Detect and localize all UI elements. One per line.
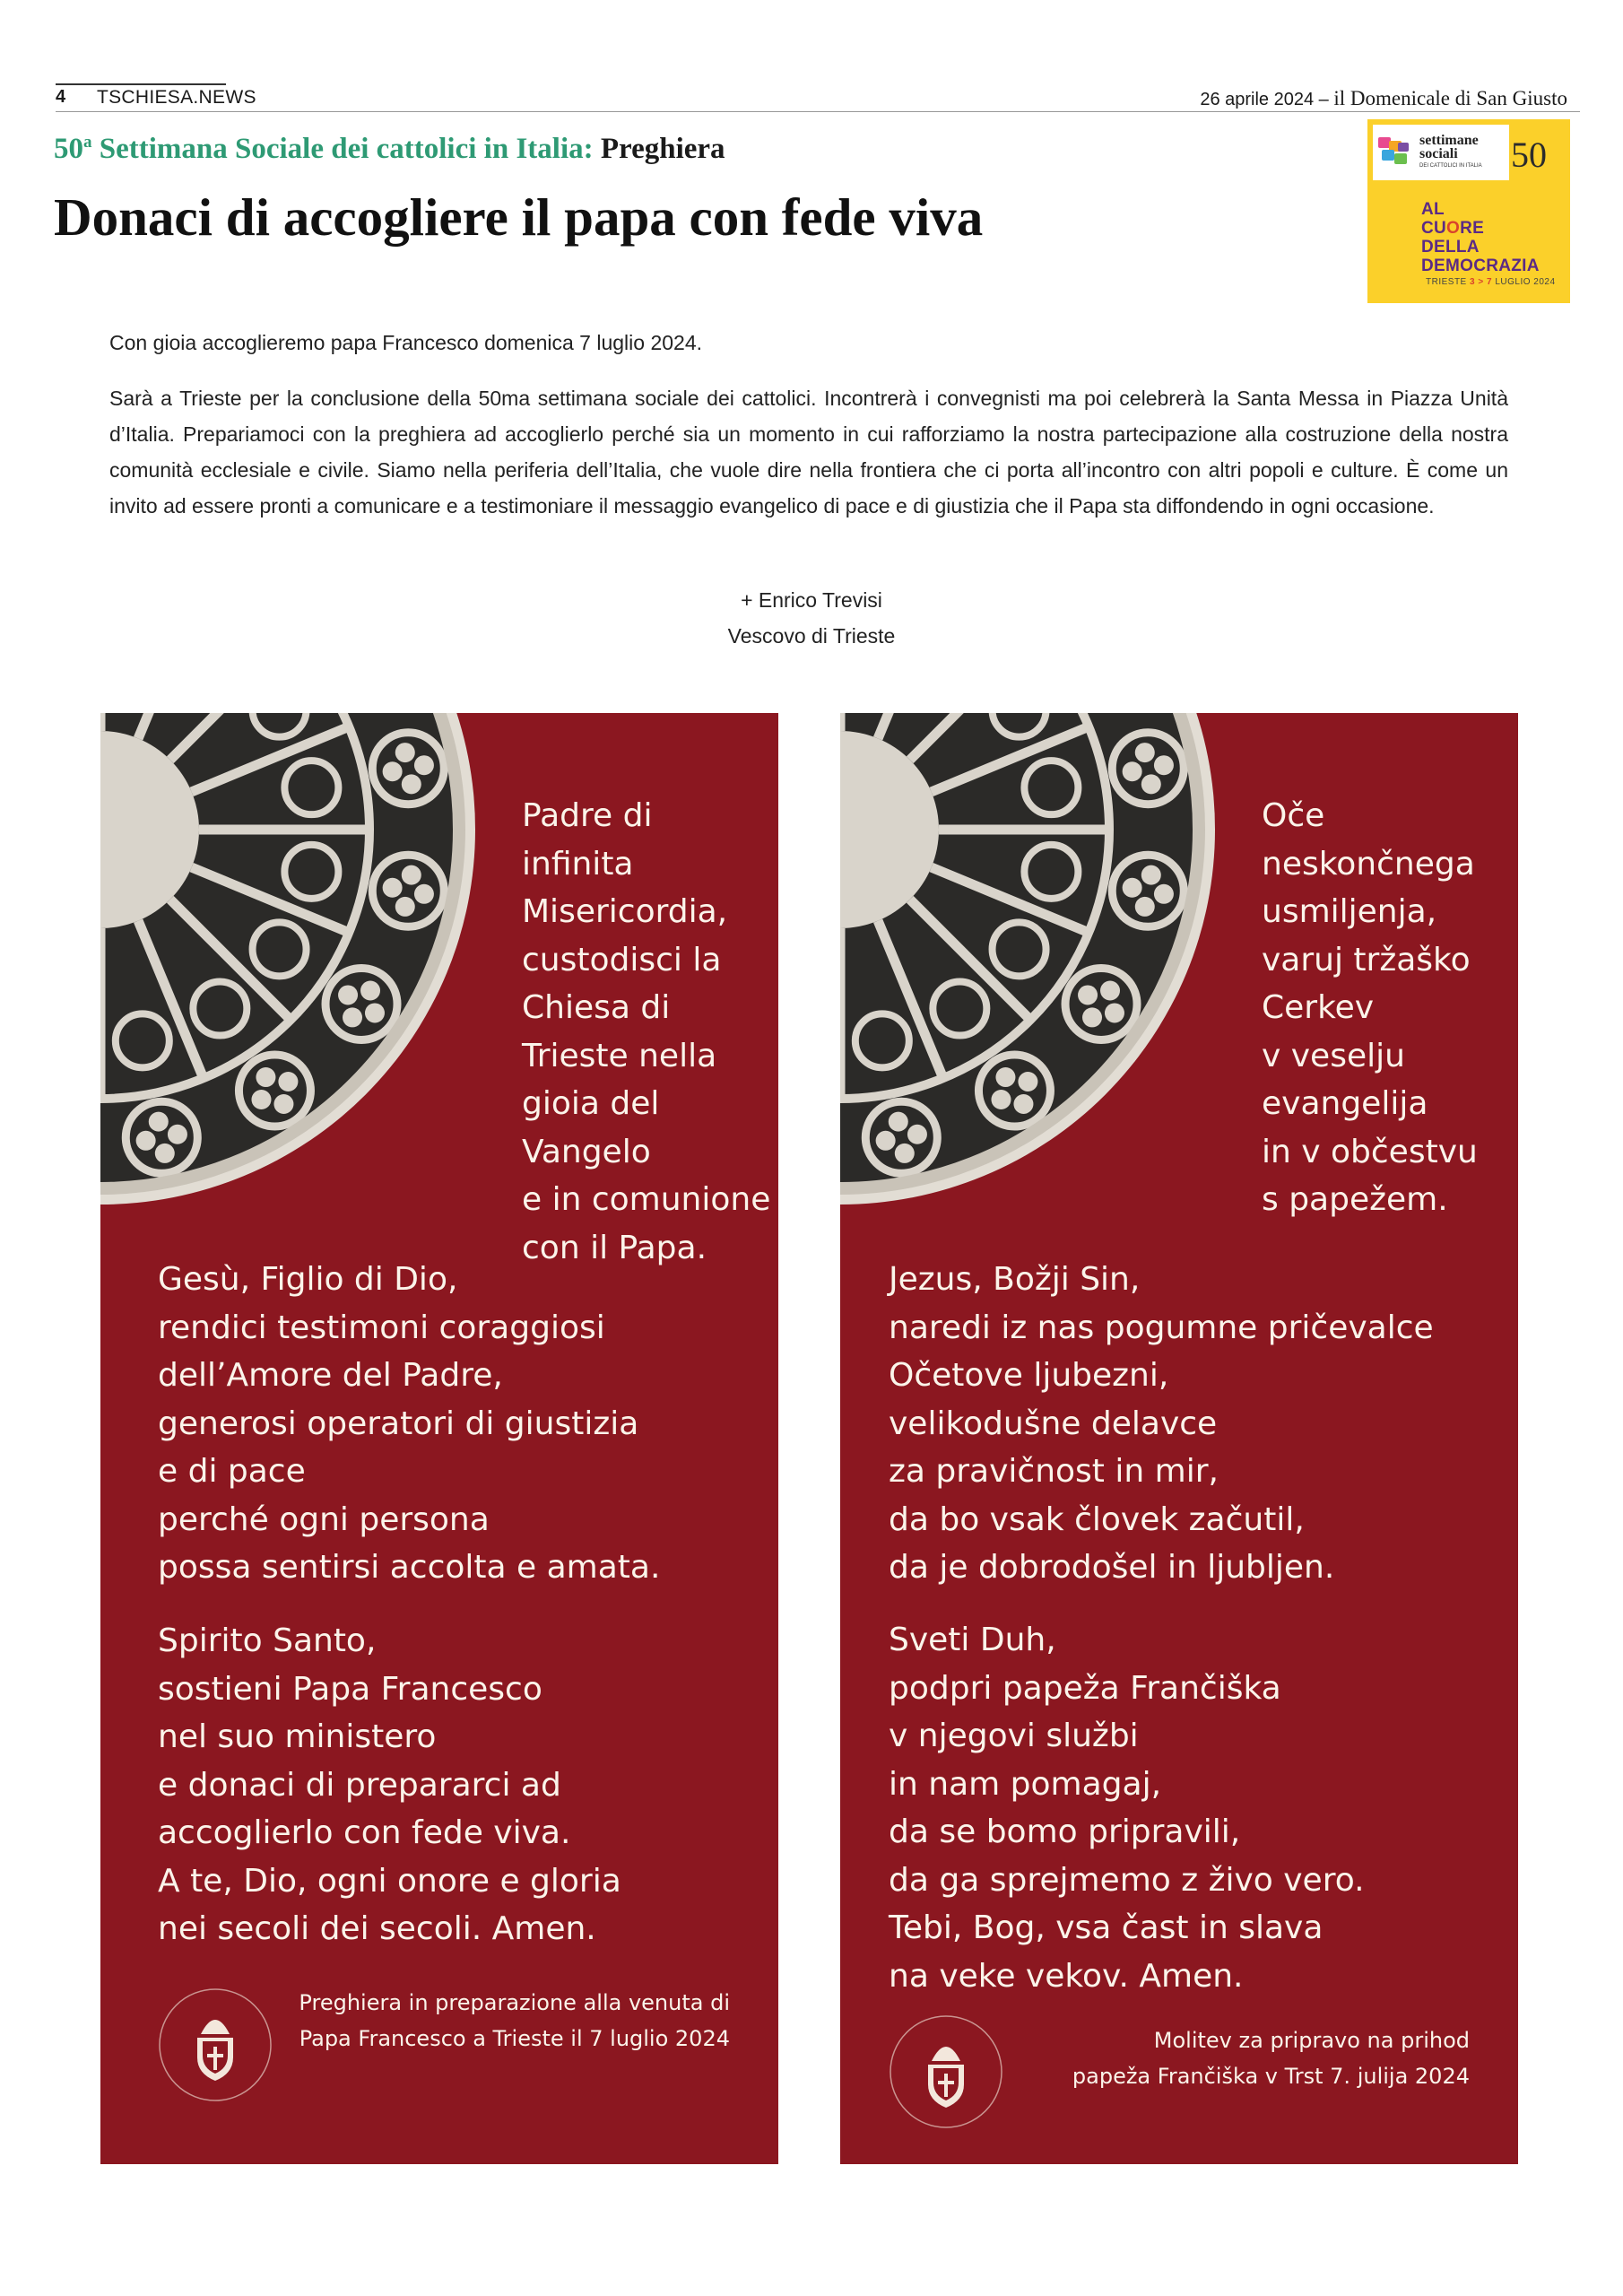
paper-name: il Domenicale di San Giusto <box>1333 87 1567 109</box>
logo-subtitle: DEI CATTOLICI IN ITALIA <box>1419 163 1482 169</box>
signature-role: Vescovo di Trieste <box>727 624 896 648</box>
article-kicker <box>54 133 725 166</box>
rose-window-image <box>840 713 1226 1215</box>
prayer-card-slovenian <box>840 713 1518 2164</box>
intro-paragraph-2: Sarà a Trieste per la conclusione della 50ma settimana sociale dei cattolici. Incontrerà i convegnisti ma poi celebrerà la Santa Messa in Piazza Unità d’Italia. Prepariamoci con la preghiera ad accoglierlo perché sia un momento in cui rafforziamo la nostra partecipazione alla costruzione della nostra comunità ecclesiale e civile. Siamo nella periferia dell’Italia, che vuole dire nella frontiera che ci porta all’incontro con altri popoli e culture. È come un invito ad essere pronti a comunicare e a testimoniare il messaggio evangelico di pace e di giustizia che il Papa sta diffondendo in ogni occasione. <box>109 387 1508 517</box>
signature-name: + Enrico Trevisi <box>741 588 882 612</box>
prayer-it-stanza-3: Spirito Santo, sostieni Papa Francesco nel suo ministero e donaci di prepararci ad accoglierlo con fede viva. A te, Dio, ogni onore e gloria nei secoli dei secoli. Amen. <box>158 1622 621 1947</box>
intro-paragraph-1: Con gioia accoglieremo papa Francesco domenica 7 luglio 2024. <box>109 331 703 354</box>
issue-info <box>1200 87 1567 110</box>
logo-title: AL CUORE DELLA DEMOCRAZIA <box>1421 200 1540 275</box>
article-intro <box>109 325 1508 544</box>
settimane-sociali-logo <box>1367 119 1570 303</box>
prayer-sl-stanza-2: Jezus, Božji Sin, naredi iz nas pogumne pričevalce Očetove ljubezni, velikodušne delavce za pravičnost in mir, da bo vsak človek začutil, da je dobrodošel in ljubljen. <box>889 1261 1434 1586</box>
logo-dates: TRIESTE 3 > 7 LUGLIO 2024 <box>1426 277 1556 287</box>
prayer-sl-caption: Molitev za pripravo na prihod papeža Frančiška v Trst 7. julija 2024 <box>1072 2028 1470 2089</box>
prayer-it-stanza-2: Gesù, Figlio di Dio, rendici testimoni coraggiosi dell’Amore del Padre, generosi operatori di giustizia e di pace perché ogni persona possa sentirsi accolta e amata. <box>158 1261 661 1586</box>
diocese-seal-icon <box>152 1982 278 2108</box>
prayer-card-italian <box>100 713 778 2164</box>
signature <box>0 582 1623 654</box>
header-rule <box>56 111 1580 112</box>
article-headline: Donaci di accogliere il papa con fede viva <box>54 187 984 247</box>
logo-number: 50 <box>1511 135 1547 175</box>
rose-window-image <box>100 713 486 1215</box>
issue-date: 26 aprile 2024 <box>1200 90 1315 109</box>
kicker-series: 50$^a$ Settimana Sociale dei cattolici in Italia: <box>54 133 594 165</box>
page-number: 4 <box>56 87 66 107</box>
header-top-rule <box>56 83 226 85</box>
prayer-sl-stanza-3: Sveti Duh, podpri papeža Frančiška v njegovi službi in nam pomagaj, da se bomo pripravili, da ga sprejmemo z živo vero. Tebi, Bog, vsa čast in slava na veke vekov. Amen. <box>889 1622 1365 1995</box>
site-name: TSCHIESA.NEWS <box>97 87 256 108</box>
prayer-it-caption: Preghiera in preparazione alla venuta di Papa Francesco a Trieste il 7 luglio 2024 <box>299 1990 730 2051</box>
prayer-it-stanza-1: Padre di infinita Misericordia, custodisci la Chiesa di Trieste nella gioia del Vangelo e in comunione con il Papa. <box>522 797 771 1266</box>
speech-bubbles-icon <box>1378 137 1412 168</box>
prayer-sl-stanza-1: Oče neskončnega usmiljenja, varuj tržaško Cerkev v veselju evangelija in v občestvu s papežem. <box>1262 797 1478 1218</box>
issue-separator: – <box>1314 90 1334 109</box>
logo-name: settimane sociali <box>1419 133 1479 161</box>
kicker-section: Preghiera <box>593 133 725 165</box>
logo-brand-area <box>1373 125 1509 180</box>
diocese-seal-icon <box>883 2009 1009 2135</box>
